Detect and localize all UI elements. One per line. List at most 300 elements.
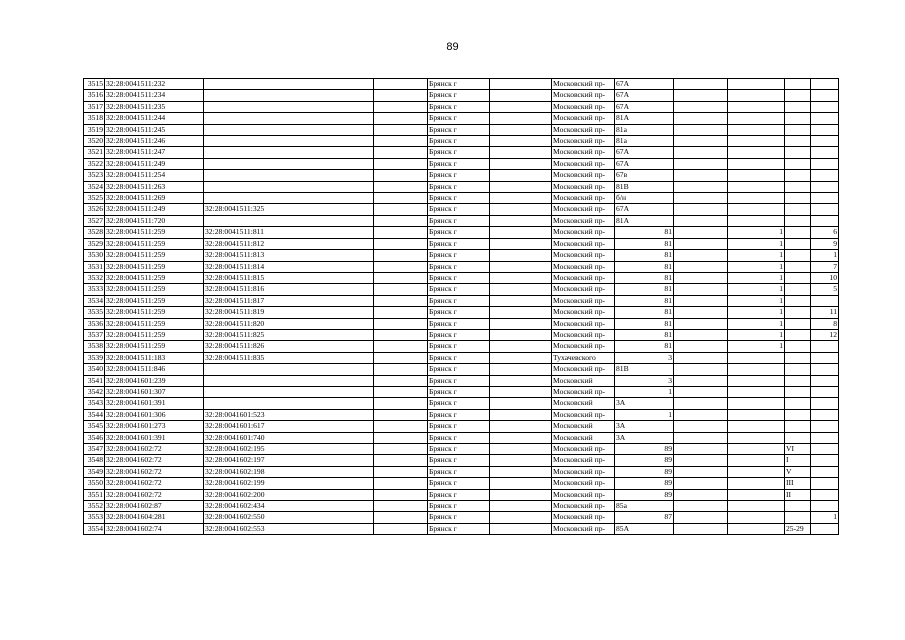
cell-parent-cadastral-number: 32:28:0041511:816	[204, 284, 374, 295]
cell-cadastral-number: 32:28:0041601:391	[105, 432, 204, 443]
cell-empty-col	[374, 147, 428, 158]
cell-street: Тухачевского	[552, 352, 615, 363]
cell-row-number: 3538	[84, 341, 105, 352]
cell-apartment-roman	[785, 215, 811, 226]
cell-empty-col-3	[674, 90, 728, 101]
cell-building	[728, 364, 785, 375]
cell-building	[728, 478, 785, 489]
cell-cadastral-number: 32:28:0041602:72	[105, 455, 204, 466]
cell-parent-cadastral-number: 32:28:0041602:434	[204, 501, 374, 512]
cell-row-number: 3541	[84, 375, 105, 386]
cell-street: Московский пр-	[552, 124, 615, 135]
cell-street: Московский пр-	[552, 147, 615, 158]
cell-street: Московский пр-	[552, 158, 615, 169]
cell-row-number: 3549	[84, 466, 105, 477]
table-row	[84, 375, 839, 386]
cell-city: Брянск г	[428, 101, 490, 112]
cell-row-number: 3518	[84, 113, 105, 124]
cell-empty-col-2	[490, 455, 552, 466]
cell-cadastral-number: 32:28:0041511:259	[105, 238, 204, 249]
cell-empty-col-3	[674, 295, 728, 306]
cell-parent-cadastral-number	[204, 386, 374, 397]
table-row	[84, 101, 839, 112]
table-row	[84, 124, 839, 135]
cell-apartment-roman	[785, 136, 811, 147]
table-row	[84, 501, 839, 512]
cell-house-number: 3А	[615, 421, 674, 432]
cell-row-number: 3535	[84, 307, 105, 318]
cell-empty-col-3	[674, 307, 728, 318]
cell-street: Московский	[552, 432, 615, 443]
cell-house-number: 81а	[615, 136, 674, 147]
cell-building	[728, 79, 785, 90]
cell-cadastral-number: 32:28:0041602:74	[105, 523, 204, 534]
cell-apartment-number	[811, 147, 839, 158]
cell-row-number: 3545	[84, 421, 105, 432]
cell-city: Брянск г	[428, 364, 490, 375]
cell-empty-col	[374, 386, 428, 397]
cell-parent-cadastral-number	[204, 79, 374, 90]
cell-empty-col-2	[490, 329, 552, 340]
table-row	[84, 295, 839, 306]
cell-house-number: 89	[615, 478, 674, 489]
cell-row-number: 3547	[84, 444, 105, 455]
cell-empty-col-3	[674, 272, 728, 283]
table-row	[84, 466, 839, 477]
cell-empty-col	[374, 113, 428, 124]
cell-house-number: б/н	[615, 193, 674, 204]
cell-parent-cadastral-number: 32:28:0041602:200	[204, 489, 374, 500]
cell-empty-col	[374, 215, 428, 226]
cell-building	[728, 523, 785, 534]
cell-empty-col	[374, 466, 428, 477]
cell-apartment-number: 11	[811, 307, 839, 318]
cell-house-number: 85А	[615, 523, 674, 534]
cell-apartment-number: 1	[811, 250, 839, 261]
cell-empty-col-3	[674, 352, 728, 363]
cell-empty-col-2	[490, 136, 552, 147]
cell-cadastral-number: 32:28:0041511:259	[105, 341, 204, 352]
cell-parent-cadastral-number: 32:28:0041511:813	[204, 250, 374, 261]
cell-parent-cadastral-number	[204, 124, 374, 135]
cell-empty-col-3	[674, 170, 728, 181]
cell-city: Брянск г	[428, 409, 490, 420]
cell-apartment-roman	[785, 364, 811, 375]
cell-house-number: 67А	[615, 101, 674, 112]
cell-city: Брянск г	[428, 341, 490, 352]
cell-apartment-roman	[785, 250, 811, 261]
cell-empty-col-3	[674, 181, 728, 192]
cell-building	[728, 124, 785, 135]
cell-building: 1	[728, 261, 785, 272]
cell-house-number: 85а	[615, 501, 674, 512]
cell-city: Брянск г	[428, 79, 490, 90]
cell-empty-col-2	[490, 227, 552, 238]
cell-empty-col	[374, 329, 428, 340]
cell-parent-cadastral-number: 32:28:0041601:617	[204, 421, 374, 432]
cell-building: 1	[728, 272, 785, 283]
cell-empty-col	[374, 181, 428, 192]
cell-cadastral-number: 32:28:0041602:72	[105, 466, 204, 477]
cell-parent-cadastral-number: 32:28:0041601:740	[204, 432, 374, 443]
cell-building: 1	[728, 295, 785, 306]
cell-row-number: 3540	[84, 364, 105, 375]
cell-row-number: 3528	[84, 227, 105, 238]
cell-empty-col	[374, 238, 428, 249]
cell-row-number: 3536	[84, 318, 105, 329]
cell-building: 1	[728, 227, 785, 238]
cell-empty-col	[374, 158, 428, 169]
cell-parent-cadastral-number	[204, 364, 374, 375]
cell-building	[728, 386, 785, 397]
cell-parent-cadastral-number: 32:28:0041511:820	[204, 318, 374, 329]
cell-apartment-number	[811, 489, 839, 500]
cell-row-number: 3532	[84, 272, 105, 283]
cell-empty-col-3	[674, 329, 728, 340]
cell-cadastral-number: 32:28:0041511:259	[105, 307, 204, 318]
cell-empty-col	[374, 489, 428, 500]
cell-street: Московский	[552, 421, 615, 432]
cell-building	[728, 170, 785, 181]
cell-building	[728, 375, 785, 386]
cell-apartment-roman: VI	[785, 444, 811, 455]
cell-house-number: 81	[615, 261, 674, 272]
cell-empty-col-2	[490, 341, 552, 352]
cell-city: Брянск г	[428, 227, 490, 238]
cell-row-number: 3550	[84, 478, 105, 489]
cell-empty-col-2	[490, 501, 552, 512]
cell-empty-col-3	[674, 455, 728, 466]
cell-empty-col	[374, 455, 428, 466]
cell-row-number: 3526	[84, 204, 105, 215]
cell-city: Брянск г	[428, 193, 490, 204]
cell-street: Московский пр-	[552, 79, 615, 90]
cell-apartment-roman	[785, 295, 811, 306]
cell-city: Брянск г	[428, 512, 490, 523]
cell-house-number: 81	[615, 227, 674, 238]
cell-city: Брянск г	[428, 147, 490, 158]
cell-house-number: 81	[615, 341, 674, 352]
cell-cadastral-number: 32:28:0041511:247	[105, 147, 204, 158]
cell-apartment-roman	[785, 238, 811, 249]
cell-empty-col-2	[490, 204, 552, 215]
cell-apartment-number	[811, 386, 839, 397]
cell-building	[728, 501, 785, 512]
table-row	[84, 318, 839, 329]
cell-house-number: 81	[615, 238, 674, 249]
cell-parent-cadastral-number	[204, 101, 374, 112]
cell-street: Московский пр-	[552, 455, 615, 466]
cell-city: Брянск г	[428, 136, 490, 147]
cell-apartment-roman	[785, 341, 811, 352]
cell-street: Московский пр-	[552, 90, 615, 101]
cell-apartment-number	[811, 398, 839, 409]
cell-empty-col	[374, 409, 428, 420]
cell-cadastral-number: 32:28:0041511:183	[105, 352, 204, 363]
cell-empty-col	[374, 101, 428, 112]
cell-apartment-roman: 25-29	[785, 523, 811, 534]
table-row	[84, 512, 839, 523]
cell-city: Брянск г	[428, 523, 490, 534]
cell-building	[728, 181, 785, 192]
cell-empty-col-2	[490, 272, 552, 283]
cell-apartment-number	[811, 341, 839, 352]
cell-house-number: 81В	[615, 364, 674, 375]
cell-empty-col	[374, 478, 428, 489]
cell-empty-col-3	[674, 136, 728, 147]
cell-row-number: 3529	[84, 238, 105, 249]
table-row	[84, 523, 839, 534]
cell-parent-cadastral-number: 32:28:0041511:835	[204, 352, 374, 363]
cell-street: Московский пр-	[552, 250, 615, 261]
table-row	[84, 307, 839, 318]
cell-cadastral-number: 32:28:0041511:254	[105, 170, 204, 181]
table-row	[84, 170, 839, 181]
cell-apartment-roman	[785, 409, 811, 420]
cell-city: Брянск г	[428, 295, 490, 306]
cell-empty-col-2	[490, 523, 552, 534]
cell-house-number: 1	[615, 409, 674, 420]
cell-city: Брянск г	[428, 455, 490, 466]
cell-row-number: 3519	[84, 124, 105, 135]
cell-parent-cadastral-number	[204, 170, 374, 181]
cell-building	[728, 90, 785, 101]
cell-building: 1	[728, 318, 785, 329]
cell-apartment-roman	[785, 158, 811, 169]
cell-empty-col-3	[674, 261, 728, 272]
table-row	[84, 432, 839, 443]
cell-parent-cadastral-number: 32:28:0041511:812	[204, 238, 374, 249]
cell-street: Московский пр-	[552, 101, 615, 112]
cell-empty-col-2	[490, 478, 552, 489]
cell-building	[728, 466, 785, 477]
cell-street: Московский пр-	[552, 329, 615, 340]
cell-empty-col-2	[490, 79, 552, 90]
cell-row-number: 3544	[84, 409, 105, 420]
cell-cadastral-number: 32:28:0041601:391	[105, 398, 204, 409]
cell-empty-col	[374, 284, 428, 295]
cell-apartment-roman	[785, 307, 811, 318]
cell-city: Брянск г	[428, 124, 490, 135]
cell-empty-col-2	[490, 386, 552, 397]
cell-empty-col-2	[490, 466, 552, 477]
cell-apartment-roman	[785, 501, 811, 512]
cell-empty-col	[374, 295, 428, 306]
table-row	[84, 215, 839, 226]
cell-building	[728, 193, 785, 204]
cell-cadastral-number: 32:28:0041511:269	[105, 193, 204, 204]
table-row	[84, 364, 839, 375]
cell-house-number: 89	[615, 455, 674, 466]
cell-apartment-number	[811, 466, 839, 477]
cell-parent-cadastral-number: 32:28:0041602:195	[204, 444, 374, 455]
cell-street: Московский пр-	[552, 512, 615, 523]
cell-cadastral-number: 32:28:0041511:259	[105, 261, 204, 272]
cell-parent-cadastral-number: 32:28:0041511:815	[204, 272, 374, 283]
cell-empty-col-2	[490, 170, 552, 181]
table-row	[84, 261, 839, 272]
cell-apartment-roman	[785, 398, 811, 409]
cell-city: Брянск г	[428, 272, 490, 283]
cell-empty-col-2	[490, 215, 552, 226]
cell-empty-col-2	[490, 113, 552, 124]
cell-apartment-roman	[785, 170, 811, 181]
cell-empty-col	[374, 512, 428, 523]
cell-empty-col-2	[490, 421, 552, 432]
cell-apartment-roman: II	[785, 489, 811, 500]
cell-apartment-number	[811, 421, 839, 432]
cell-city: Брянск г	[428, 329, 490, 340]
cell-row-number: 3527	[84, 215, 105, 226]
cell-row-number: 3542	[84, 386, 105, 397]
cell-apartment-number	[811, 478, 839, 489]
cell-street: Московский пр-	[552, 136, 615, 147]
table-row	[84, 90, 839, 101]
cell-building: 1	[728, 329, 785, 340]
cell-apartment-roman	[785, 90, 811, 101]
cell-empty-col-2	[490, 432, 552, 443]
cell-empty-col	[374, 341, 428, 352]
cell-empty-col-2	[490, 512, 552, 523]
cell-building	[728, 204, 785, 215]
cell-parent-cadastral-number: 32:28:0041601:523	[204, 409, 374, 420]
cell-empty-col-2	[490, 284, 552, 295]
cell-city: Брянск г	[428, 250, 490, 261]
cell-row-number: 3539	[84, 352, 105, 363]
cell-city: Брянск г	[428, 318, 490, 329]
cell-empty-col-2	[490, 307, 552, 318]
cell-apartment-number	[811, 455, 839, 466]
cell-empty-col	[374, 261, 428, 272]
cell-row-number: 3534	[84, 295, 105, 306]
cell-street: Московский пр-	[552, 284, 615, 295]
cell-cadastral-number: 32:28:0041511:259	[105, 284, 204, 295]
cell-apartment-number	[811, 501, 839, 512]
cell-empty-col-3	[674, 523, 728, 534]
cell-row-number: 3521	[84, 147, 105, 158]
cell-street: Московский пр-	[552, 444, 615, 455]
cell-row-number: 3537	[84, 329, 105, 340]
table-row	[84, 386, 839, 397]
cell-row-number: 3530	[84, 250, 105, 261]
cell-apartment-number	[811, 113, 839, 124]
cell-parent-cadastral-number: 32:28:0041511:817	[204, 295, 374, 306]
table-row	[84, 136, 839, 147]
cell-building	[728, 352, 785, 363]
cell-empty-col-2	[490, 352, 552, 363]
cell-house-number: 67А	[615, 79, 674, 90]
cell-empty-col-3	[674, 421, 728, 432]
cell-apartment-number: 12	[811, 329, 839, 340]
cell-empty-col	[374, 272, 428, 283]
cell-house-number: 67в	[615, 170, 674, 181]
cell-empty-col-3	[674, 375, 728, 386]
cell-empty-col	[374, 364, 428, 375]
cell-empty-col-2	[490, 261, 552, 272]
cell-apartment-roman	[785, 113, 811, 124]
cell-apartment-roman	[785, 432, 811, 443]
cell-parent-cadastral-number	[204, 398, 374, 409]
cell-apartment-roman	[785, 261, 811, 272]
cell-empty-col	[374, 398, 428, 409]
cell-empty-col-2	[490, 444, 552, 455]
cell-building	[728, 455, 785, 466]
cell-building	[728, 409, 785, 420]
cell-house-number: 89	[615, 466, 674, 477]
cell-parent-cadastral-number: 32:28:0041511:826	[204, 341, 374, 352]
cell-cadastral-number: 32:28:0041601:306	[105, 409, 204, 420]
table-row	[84, 204, 839, 215]
cell-empty-col-3	[674, 79, 728, 90]
cell-parent-cadastral-number: 32:28:0041511:825	[204, 329, 374, 340]
cell-building	[728, 398, 785, 409]
cell-house-number: 81	[615, 318, 674, 329]
cell-row-number: 3551	[84, 489, 105, 500]
cell-cadastral-number: 32:28:0041602:72	[105, 444, 204, 455]
table-row	[84, 193, 839, 204]
cell-building: 1	[728, 307, 785, 318]
cell-row-number: 3523	[84, 170, 105, 181]
table-row	[84, 341, 839, 352]
cell-parent-cadastral-number	[204, 90, 374, 101]
cell-empty-col	[374, 193, 428, 204]
cell-apartment-roman: III	[785, 478, 811, 489]
cell-parent-cadastral-number: 32:28:0041602:197	[204, 455, 374, 466]
cell-empty-col-3	[674, 227, 728, 238]
cell-parent-cadastral-number	[204, 215, 374, 226]
cell-row-number: 3524	[84, 181, 105, 192]
cell-building	[728, 444, 785, 455]
cell-city: Брянск г	[428, 238, 490, 249]
cell-apartment-number	[811, 181, 839, 192]
cell-row-number: 3543	[84, 398, 105, 409]
cell-house-number: 3	[615, 375, 674, 386]
table-row	[84, 113, 839, 124]
cell-apartment-roman	[785, 181, 811, 192]
cell-city: Брянск г	[428, 421, 490, 432]
table-row	[84, 238, 839, 249]
cell-empty-col-2	[490, 398, 552, 409]
cell-apartment-roman: I	[785, 455, 811, 466]
cell-street: Московский пр-	[552, 193, 615, 204]
table-row	[84, 227, 839, 238]
cell-city: Брянск г	[428, 478, 490, 489]
registry-body	[84, 79, 839, 535]
cell-empty-col-3	[674, 193, 728, 204]
cell-building	[728, 215, 785, 226]
cell-street: Московский пр-	[552, 364, 615, 375]
cell-street: Московский пр-	[552, 181, 615, 192]
cell-apartment-number	[811, 193, 839, 204]
cell-empty-col-3	[674, 386, 728, 397]
cell-empty-col-2	[490, 238, 552, 249]
cell-parent-cadastral-number	[204, 147, 374, 158]
cell-city: Брянск г	[428, 375, 490, 386]
cell-house-number: 81	[615, 284, 674, 295]
cell-parent-cadastral-number	[204, 375, 374, 386]
cell-empty-col-3	[674, 341, 728, 352]
cell-empty-col-3	[674, 478, 728, 489]
cell-empty-col	[374, 204, 428, 215]
cell-row-number: 3546	[84, 432, 105, 443]
cell-apartment-roman	[785, 101, 811, 112]
cell-city: Брянск г	[428, 261, 490, 272]
table-row	[84, 250, 839, 261]
cell-empty-col-2	[490, 364, 552, 375]
cell-street: Московский пр-	[552, 478, 615, 489]
cell-street: Московский пр-	[552, 341, 615, 352]
cell-empty-col	[374, 227, 428, 238]
